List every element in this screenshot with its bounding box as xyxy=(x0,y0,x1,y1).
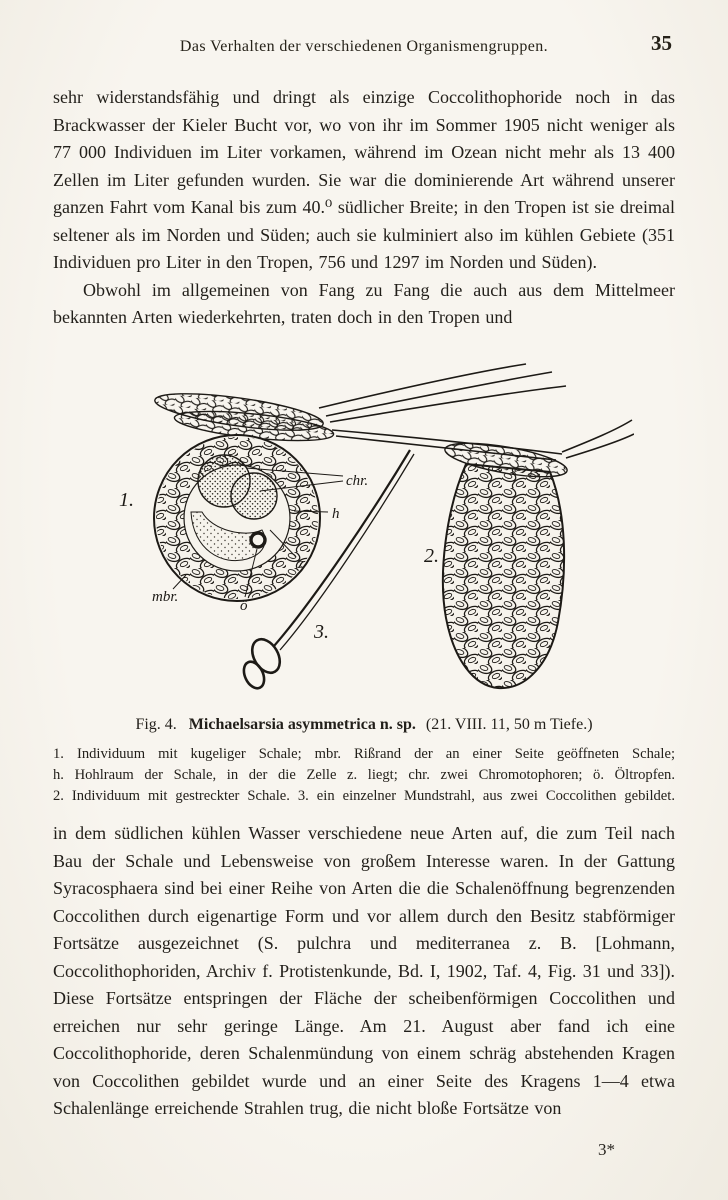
figure-label-z: z xyxy=(298,556,304,572)
body-text-upper xyxy=(53,84,675,332)
figure-label-chr: chr. xyxy=(346,473,369,489)
running-head-title: Das Verhalten der verschiedenen Organismengruppen. xyxy=(179,38,549,55)
paragraph-1: sehr widerstandsfähig und dringt als einzige Coccolithophoride noch in das Brackwasser der Kieler Bucht vor, wo von ihr im Sommer 1905 nicht weniger als 77 000 Individuen im Liter vorkamen, während im Ozean nicht mehr als 13 400 Zellen im Liter gefunden wurden. Sie war die dominierende Art während unserer ganzen Fahrt vom Kanal bis zum 40.⁰ südlicher Breite; in den Tropen ist sie dreimal seltener als im Norden und Süden; auch sie kulminiert also im kühlen Gebiete (351 Individuen pro Liter in den Tropen, 756 und 1297 im Norden und Süden). xyxy=(53,87,675,272)
mouth-rays-2 xyxy=(562,420,634,458)
spherical-shell-drawing xyxy=(154,435,320,601)
figure-label-3: 3. xyxy=(314,621,329,643)
coccolithophore-drawing xyxy=(94,360,634,708)
figure-label-1: 1. xyxy=(119,489,134,511)
body-text-lower xyxy=(53,820,675,1123)
figure-legend xyxy=(53,744,675,808)
figure-label-oe: ö xyxy=(240,598,248,614)
figure-legend-line-2: h. Hohlraum der Schale, in der die Zelle z. liegt; chr. zwei Chromotophoren; ö. Öltropfen. xyxy=(53,767,675,784)
paragraph-2: Obwohl im allgemeinen von Fang zu Fang die auch aus dem Mittelmeer bekannten Arten wiederkehrten, traten doch in den Tropen und xyxy=(53,279,675,327)
page-number: 35 xyxy=(651,31,672,55)
figure-4-illustration xyxy=(94,360,634,708)
figure-label-mbr: mbr. xyxy=(152,589,179,605)
figure-caption-detail: (21. VIII. 11, 50 m Tiefe.) xyxy=(425,716,593,733)
figure-legend-line-3: 2. Individuum mit gestreckter Schale. 3. ein einzelner Mundstrahl, aus zwei Coccolithen gebildet. xyxy=(53,788,675,805)
elongated-shell-drawing xyxy=(443,420,634,688)
mouth-rays-1 xyxy=(319,364,566,460)
figure-caption-species: Michaelsarsia asymmetrica n. sp. xyxy=(188,716,416,733)
figure-caption xyxy=(53,716,675,734)
figure-label-h: h xyxy=(332,506,340,522)
signature-mark: 3* xyxy=(598,1140,615,1159)
figure-label-2: 2. xyxy=(424,545,439,567)
figure-caption-number: Fig. 4. xyxy=(135,716,177,733)
paragraph-3: in dem südlichen kühlen Wasser verschiedene neue Arten auf, die zum Teil nach Bau der Schale und Lebensweise von großem Interesse waren. In der Gattung Syracosphaera sind bei einer Reihe von Arten die die Schalenöffnung begrenzenden Coccolithen durch eigenartige Form und vor allem durch den Besitz stabförmiger Fortsätze ausgezeichnet (S. pulchra und mediterranea z. B. [Lohmann, Coccolithophoriden, Archiv f. Protistenkunde, Bd. I, 1902, Taf. 4, Fig. 31 und 33]). Diese Fortsätze entspringen der Fläche der scheibenförmigen Coccolithen und erreichen nur sehr geringe Länge. Am 21. August aber fand ich eine Coccolithophoride, deren Schalenmündung von einem schräg abstehenden Kragen von Coccolithen gebildet wurde und an einer Seite des Kragens 1—4 etwa Schalenlänge erreichende Strahlen trug, die nicht bloße Fortsätze von xyxy=(53,823,675,1118)
figure-legend-line-1: 1. Individuum mit kugeliger Schale; mbr. Rißrand der an einer Seite geöffneten Schale; xyxy=(53,746,675,762)
